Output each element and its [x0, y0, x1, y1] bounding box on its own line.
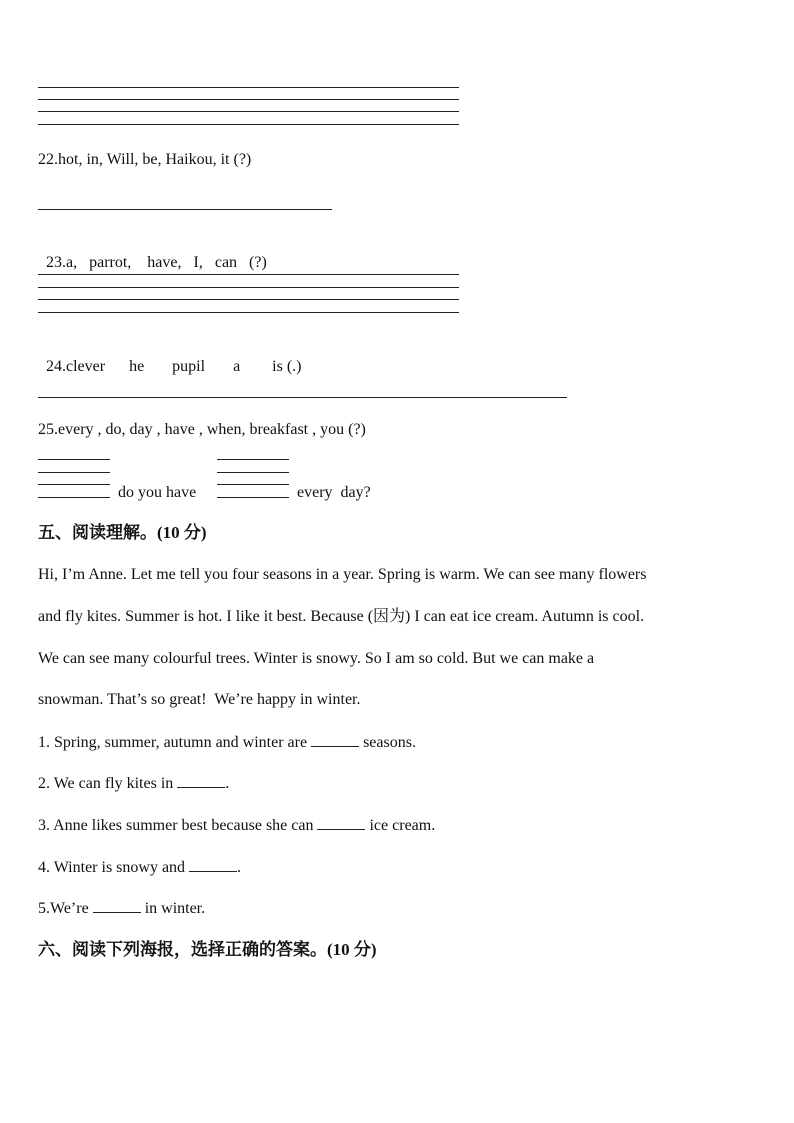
answer-line[interactable]: [38, 459, 110, 460]
comprehension-question-3: 3. Anne likes summer best because she can ice cream.: [38, 817, 436, 834]
section-5-heading: 五、阅读理解。(10 分): [38, 523, 207, 542]
question-22: [38, 150, 251, 170]
question-24: [38, 337, 302, 377]
answer-line[interactable]: [38, 312, 459, 313]
question-23: [38, 233, 267, 273]
answer-line[interactable]: [38, 87, 459, 88]
comprehension-question-1: 1. Spring, summer, autumn and winter are seasons.: [38, 734, 416, 751]
answer-line[interactable]: [217, 484, 289, 485]
answer-line[interactable]: [217, 459, 289, 460]
comprehension-question-4: 4. Winter is snowy and .: [38, 859, 242, 876]
answer-blank[interactable]: [177, 773, 225, 788]
question-words: clever he pupil a is (.): [66, 358, 302, 375]
answer-line[interactable]: [217, 497, 289, 498]
question-words: every , do, day , have , when, breakfast , you (?): [58, 421, 366, 438]
answer-line[interactable]: [38, 484, 110, 485]
answer-line[interactable]: [38, 209, 332, 210]
passage-line: and fly kites. Summer is hot. I like it best. Because (因为) I can eat ice cream. Autumn is cool.: [38, 608, 645, 625]
question-25: [38, 420, 366, 440]
answer-line[interactable]: [38, 287, 459, 288]
section-6-heading: 六、阅读下列海报，选择正确的答案。(10 分): [38, 940, 377, 959]
answer-line[interactable]: [38, 124, 459, 125]
answer-line[interactable]: [38, 472, 110, 473]
answer-line[interactable]: [38, 99, 459, 100]
answer-line[interactable]: [38, 397, 567, 398]
answer-line[interactable]: [38, 111, 459, 112]
answer-blank[interactable]: [189, 857, 237, 872]
comprehension-question-5: 5.We’re in winter.: [38, 900, 206, 917]
passage-line: snowman. That’s so great! We’re happy in winter.: [38, 691, 361, 708]
question-words: a, parrot, have, I, can (?): [66, 254, 267, 271]
answer-line[interactable]: [38, 497, 110, 498]
answer-blank[interactable]: [311, 732, 359, 747]
question-number: 24.: [46, 358, 66, 375]
answer-line[interactable]: [38, 299, 459, 300]
q25-end-text: every day?: [297, 484, 371, 501]
q25-middle-text: do you have: [118, 484, 197, 501]
passage-line: We can see many colourful trees. Winter is snowy. So I am so cold. But we can make a: [38, 650, 595, 667]
question-number: 25.: [38, 421, 58, 438]
question-number: 22.: [38, 151, 58, 168]
answer-blank[interactable]: [93, 898, 141, 913]
question-number: 23.: [46, 254, 66, 271]
answer-line[interactable]: [217, 472, 289, 473]
answer-blank[interactable]: [317, 815, 365, 830]
question-words: hot, in, Will, be, Haikou, it (?): [58, 151, 252, 168]
passage-line: Hi, I’m Anne. Let me tell you four seasons in a year. Spring is warm. We can see many flowers: [38, 566, 647, 583]
answer-line[interactable]: [38, 274, 459, 275]
comprehension-question-2: 2. We can fly kites in .: [38, 775, 230, 792]
